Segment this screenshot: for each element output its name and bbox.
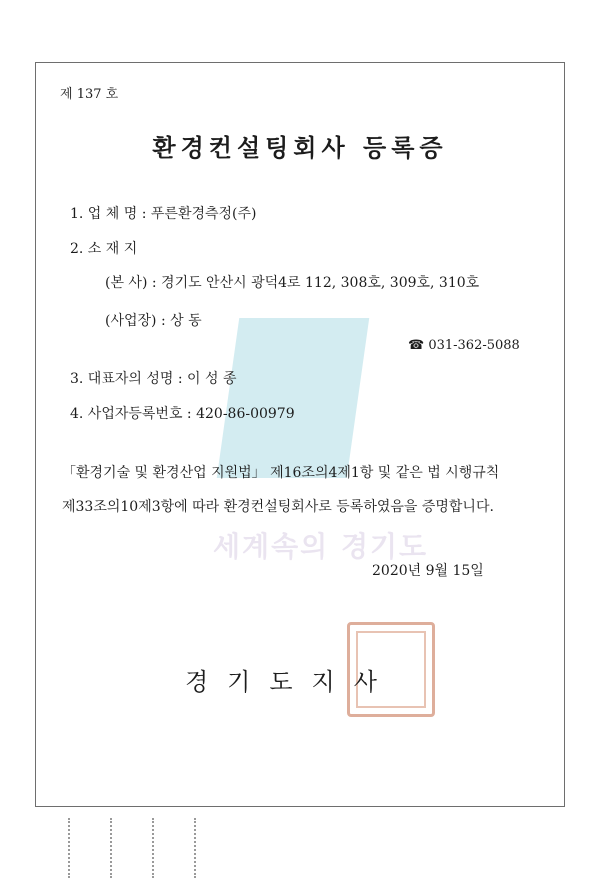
phone-number: ☎ 031-362-5088	[408, 338, 520, 353]
certification-text-line-2: 제33조의10제3항에 따라 환경컨설팅회사로 등록하였음을 증명합니다.	[62, 499, 494, 515]
business-site-address: (사업장) : 상 동	[105, 313, 202, 329]
issuer-name: 경기도지사	[185, 668, 396, 696]
issue-date: 2020년 9월 15일	[372, 563, 484, 579]
perforation-mark	[152, 818, 196, 878]
perforation-mark	[68, 818, 112, 878]
document-number: 제 137 호	[60, 87, 119, 102]
certification-text-line-1: 「환경기술 및 환경산업 지원법」 제16조의4제1항 및 같은 법 시행규칙	[62, 465, 500, 481]
company-name-line: 1. 업 체 명 : 푸른환경측정(주)	[70, 206, 257, 222]
document-title: 환경컨설팅회사 등록증	[152, 133, 448, 162]
watermark-text: 세계속의 경기도	[213, 530, 429, 563]
watermark-emblem	[217, 318, 369, 478]
business-registration-number: 4. 사업자등록번호 : 420-86-00979	[70, 406, 295, 422]
representative-name: 3. 대표자의 성명 : 이 성 종	[70, 371, 237, 387]
headquarters-address: (본 사) : 경기도 안산시 광덕4로 112, 308호, 309호, 310호	[105, 275, 480, 291]
location-label: 2. 소 재 지	[70, 241, 138, 257]
